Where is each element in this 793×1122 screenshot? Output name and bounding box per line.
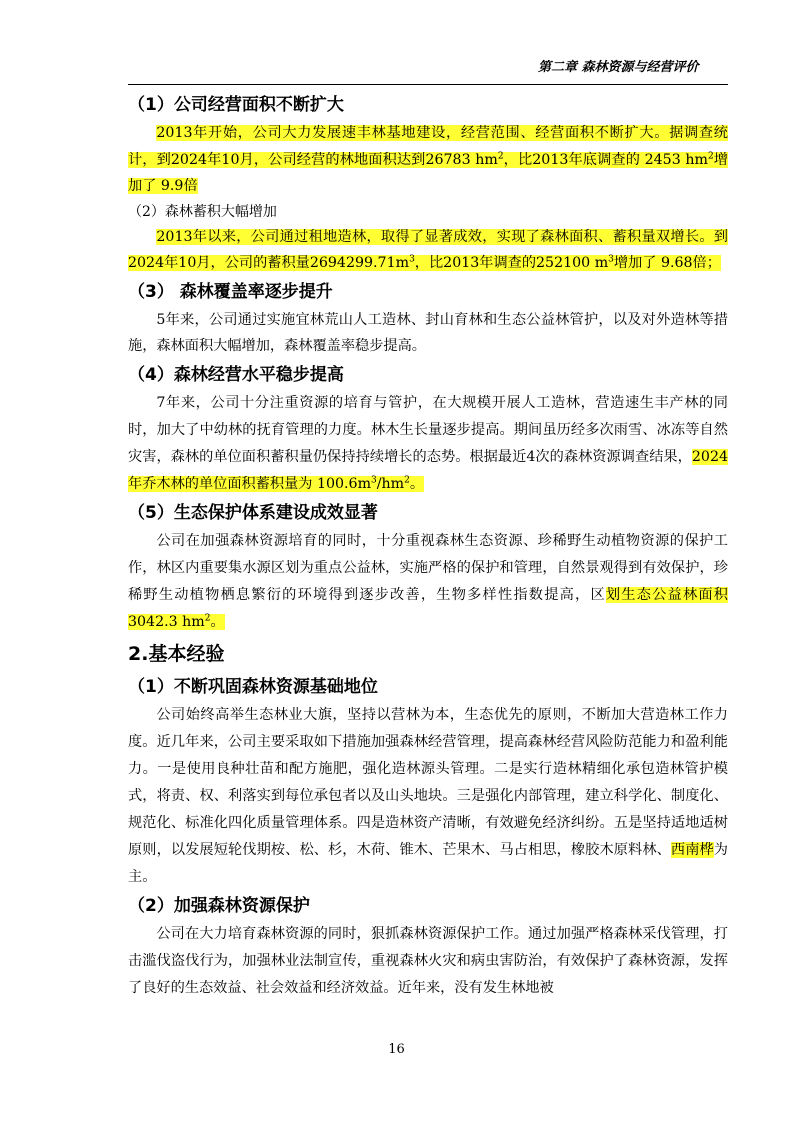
text-run: ，比2013年底调查的 2453 hm bbox=[503, 151, 708, 168]
running-header: 第二章 森林资源与经营评价 bbox=[538, 60, 699, 75]
text-run: 划生态公益林面积 3042.3 hm bbox=[128, 586, 728, 630]
section-heading-ecology: （5）生态保护体系建设成效显著 bbox=[128, 502, 378, 523]
section-heading-coverage: （3） 森林覆盖率逐步提升 bbox=[128, 281, 333, 302]
text-run: 增加了 9.9倍 bbox=[128, 151, 728, 194]
section-heading-volume: （2）森林蓄积大幅增加 bbox=[128, 203, 277, 220]
highlight-volume bbox=[128, 229, 728, 272]
paragraph-management bbox=[128, 390, 728, 498]
text-run: 。 bbox=[210, 613, 225, 630]
section-heading-protection: （2）加强森林资源保护 bbox=[128, 895, 310, 916]
text-run: 2013年以来，公司通过租地造林，取得了显著成效，实现了森林面积、蓄积量双增长。到2024年10月，公司的蓄积量2694299.71m bbox=[128, 228, 728, 271]
text-run: 。 bbox=[409, 475, 425, 492]
text-run: /hm bbox=[376, 475, 405, 492]
superscript: 2 bbox=[404, 474, 410, 485]
paragraph-area bbox=[128, 120, 728, 200]
text-run: 7年来，公司十分注重资源的培育与管护，在大规模开展人工造林，营造速生丰产林的同时，加大了中幼林的抚育管理的力度。林木生长量逐步提高。期间虽历经多次雨雪、冰冻等自然灾害，森林的单位面积蓄积量仍保持持续增长的态势。根据最近4次的森林资源调查结果， bbox=[128, 394, 728, 465]
superscript: 2 bbox=[204, 612, 211, 623]
superscript: 3 bbox=[608, 254, 614, 265]
text-run: 为主。 bbox=[128, 841, 728, 885]
superscript: 2 bbox=[497, 150, 504, 161]
text-run: 公司始终高举生态林业大旗，坚持以营林为本，生态优先的原则，不断加大营造林工作力度。近几年来，公司主要采取如下措施加强森林经营管理，提高森林经营风险防范能力和盈利能力。一是使用良种壮苗和配方施肥，强化造林源头管理。二是实行造林精细化承包造林管护模式，将责、权、利落实到每位承包者以及山头地块。三是强化内部管理，建立科学化、制度化、规范化、标准化四化质量管理体系。四是造林资产清晰，有效避免经济纠纷。五是坚持适地适树原则，以发展短轮伐期桉、松、杉，木荷、锥木、芒果木、马占相思，橡胶木原料林、 bbox=[128, 706, 728, 858]
text-run: 公司在加强森林资源培育的同时，十分重视森林生态资源、珍稀野生动植物资源的保护工作，林区内重要集水源区划为重点公益林，实施严格的保护和管理，自然景观得到有效保护，珍稀野生动植物栖息繁衍的环境得到逐步改善，生物多样性指数提高，区 bbox=[128, 532, 728, 603]
paragraph-coverage: 5年来，公司通过实施宜林荒山人工造林、封山育林和生态公益林管护，以及对外造林等措施，森林面积大幅增加，森林覆盖率稳步提高。 bbox=[128, 311, 728, 354]
paragraph-foundation bbox=[128, 702, 728, 891]
highlight-area bbox=[128, 125, 728, 194]
text-run: 增加了 9.68倍； bbox=[613, 255, 721, 271]
section-heading-management: （4）森林经营水平稳步提高 bbox=[128, 364, 344, 385]
text-run: ，比2013年调查的252100 m bbox=[414, 255, 609, 271]
paragraph-ecology bbox=[128, 528, 728, 636]
section-heading-foundation: （1）不断巩固森林资源基础地位 bbox=[128, 676, 378, 697]
superscript: 3 bbox=[371, 474, 377, 485]
header-rule bbox=[128, 84, 728, 85]
superscript: 3 bbox=[409, 254, 415, 265]
paragraph-protection: 公司在大力培育森林资源的同时，狠抓森林资源保护工作。通过加强严格森林采伐管理，打击滥伐盗伐行为，加强林业法制宣传，重视森林火灾和病虫害防治，有效保护了森林资源，发挥了良好的生态效益、社会效益和经济效益。近年来，没有发生林地被 bbox=[128, 925, 728, 996]
text-run: 2013年开始，公司大力发展速丰林基地建设，经营范围、经营面积不断扩大。据调查统计，到2024年10月，公司经营的林地面积达到26783 hm bbox=[128, 125, 728, 168]
highlight-species: 西南桦 bbox=[670, 841, 714, 858]
paragraph-volume bbox=[128, 224, 728, 277]
section-heading-area: （1）公司经营面积不断扩大 bbox=[128, 95, 344, 115]
page-number: 16 bbox=[388, 1042, 405, 1057]
superscript: 2 bbox=[707, 150, 714, 161]
page-content bbox=[128, 90, 728, 1002]
text-run: 2024年乔木林的单位面积蓄积量为 100.6m bbox=[128, 448, 728, 492]
chapter-section-heading: 2.基本经验 bbox=[128, 642, 225, 665]
